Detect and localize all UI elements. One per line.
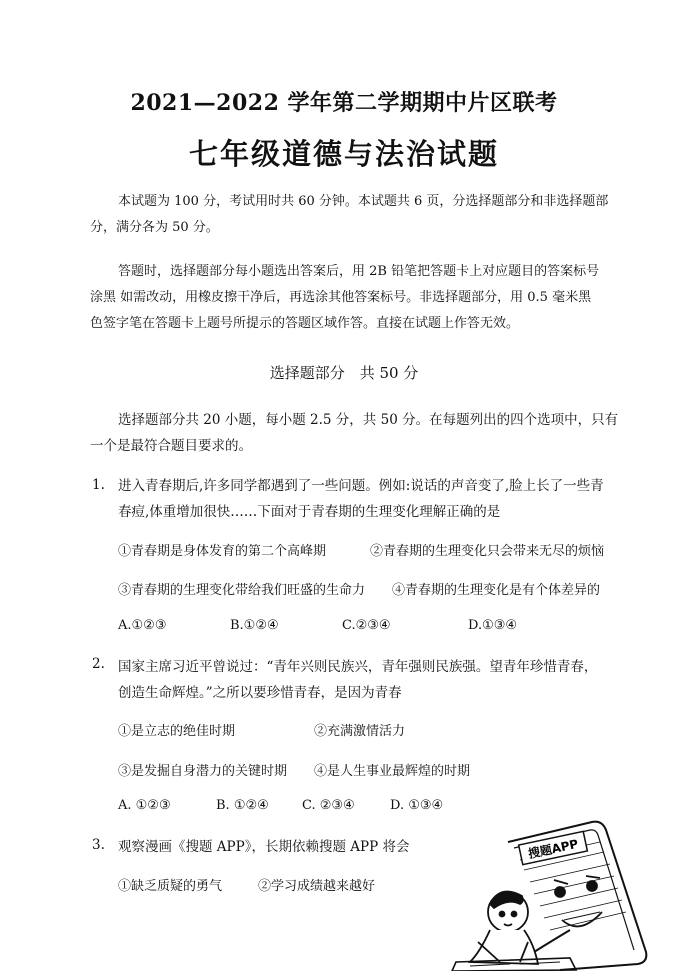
choice-c[interactable]: C.②③④ <box>342 618 391 633</box>
instruction-line: 涂黑 如需改动，用橡皮擦干净后，再选涂其他答案标号。非选择题部分，用 0.5 毫米黑 <box>90 290 592 305</box>
statement: ①是立志的绝佳时期 <box>118 724 236 739</box>
question-number: 2. <box>92 656 105 672</box>
question-number: 3. <box>92 837 105 853</box>
question-stem: 创造生命辉煌。”之所以要珍惜青春，是因为青春 <box>118 685 402 701</box>
instruction-line: 色签字笔在答题卡上题号所提示的答题区域作答。直接在试题上作答无效。 <box>90 316 520 331</box>
instruction-line: 本试题为 100 分，考试用时共 60 分钟。本试题共 6 页，分选择题部分和非选择题部 <box>118 194 609 209</box>
section-desc: 选择题部分共 20 小题，每小题 2.5 分，共 50 分。在每题列出的四个选项中，只有 <box>118 412 619 428</box>
choice-b[interactable]: B.①②④ <box>230 618 279 633</box>
exam-title: 2021—2022 学年第二学期期中片区联考 <box>130 90 558 116</box>
statement: ①青春期是身体发育的第二个高峰期 <box>118 544 327 559</box>
statement: ②充满激情活力 <box>314 724 406 739</box>
instruction-line: 答题时，选择题部分每小题选出答案后，用 2B 铅笔把答题卡上对应题目的答案标号 <box>118 264 600 279</box>
instruction-line: 分，满分各为 50 分。 <box>90 220 219 235</box>
section-title: 选择题部分 共 50 分 <box>269 364 419 382</box>
comic-illustration <box>450 812 680 971</box>
choice-d[interactable]: D.①③④ <box>468 618 518 633</box>
statement: ②青春期的生理变化只会带来无尽的烦恼 <box>370 544 605 559</box>
statement: ④青春期的生理变化是有个体差异的 <box>392 583 601 598</box>
choice-a[interactable]: A.①②③ <box>118 618 167 633</box>
choice-b[interactable]: B. ①②④ <box>216 798 269 813</box>
statement: ③青春期的生理变化带给我们旺盛的生命力 <box>118 583 366 598</box>
statement: ③是发掘自身潜力的关键时期 <box>118 764 288 779</box>
statement: ④是人生事业最辉煌的时期 <box>314 764 471 779</box>
question-stem: 春痘,体重增加很快……下面对于青春期的生理变化理解正确的是 <box>118 504 501 520</box>
section-desc: 一个是最符合题目要求的。 <box>90 438 252 454</box>
choice-d[interactable]: D. ①③④ <box>390 798 444 813</box>
choice-a[interactable]: A. ①②③ <box>118 798 171 813</box>
question-stem: 进入青春期后,许多同学都遇到了一些问题。例如:说话的声音变了,脸上长了一些青 <box>118 478 604 494</box>
question-number: 1. <box>92 477 105 493</box>
question-stem: 国家主席习近平曾说过：“青年兴则民族兴，青年强则民族强。望青年珍惜青春， <box>118 659 598 675</box>
comic-phone-label: 搜题APP <box>526 836 580 862</box>
choice-c[interactable]: C. ②③④ <box>302 798 355 813</box>
statement: ②学习成绩越来越好 <box>258 879 376 894</box>
paper-title: 七年级道德与法治试题 <box>188 137 499 171</box>
statement: ①缺乏质疑的勇气 <box>118 879 223 894</box>
question-stem: 观察漫画《搜题 APP》，长期依赖搜题 APP 将会 <box>118 839 410 855</box>
